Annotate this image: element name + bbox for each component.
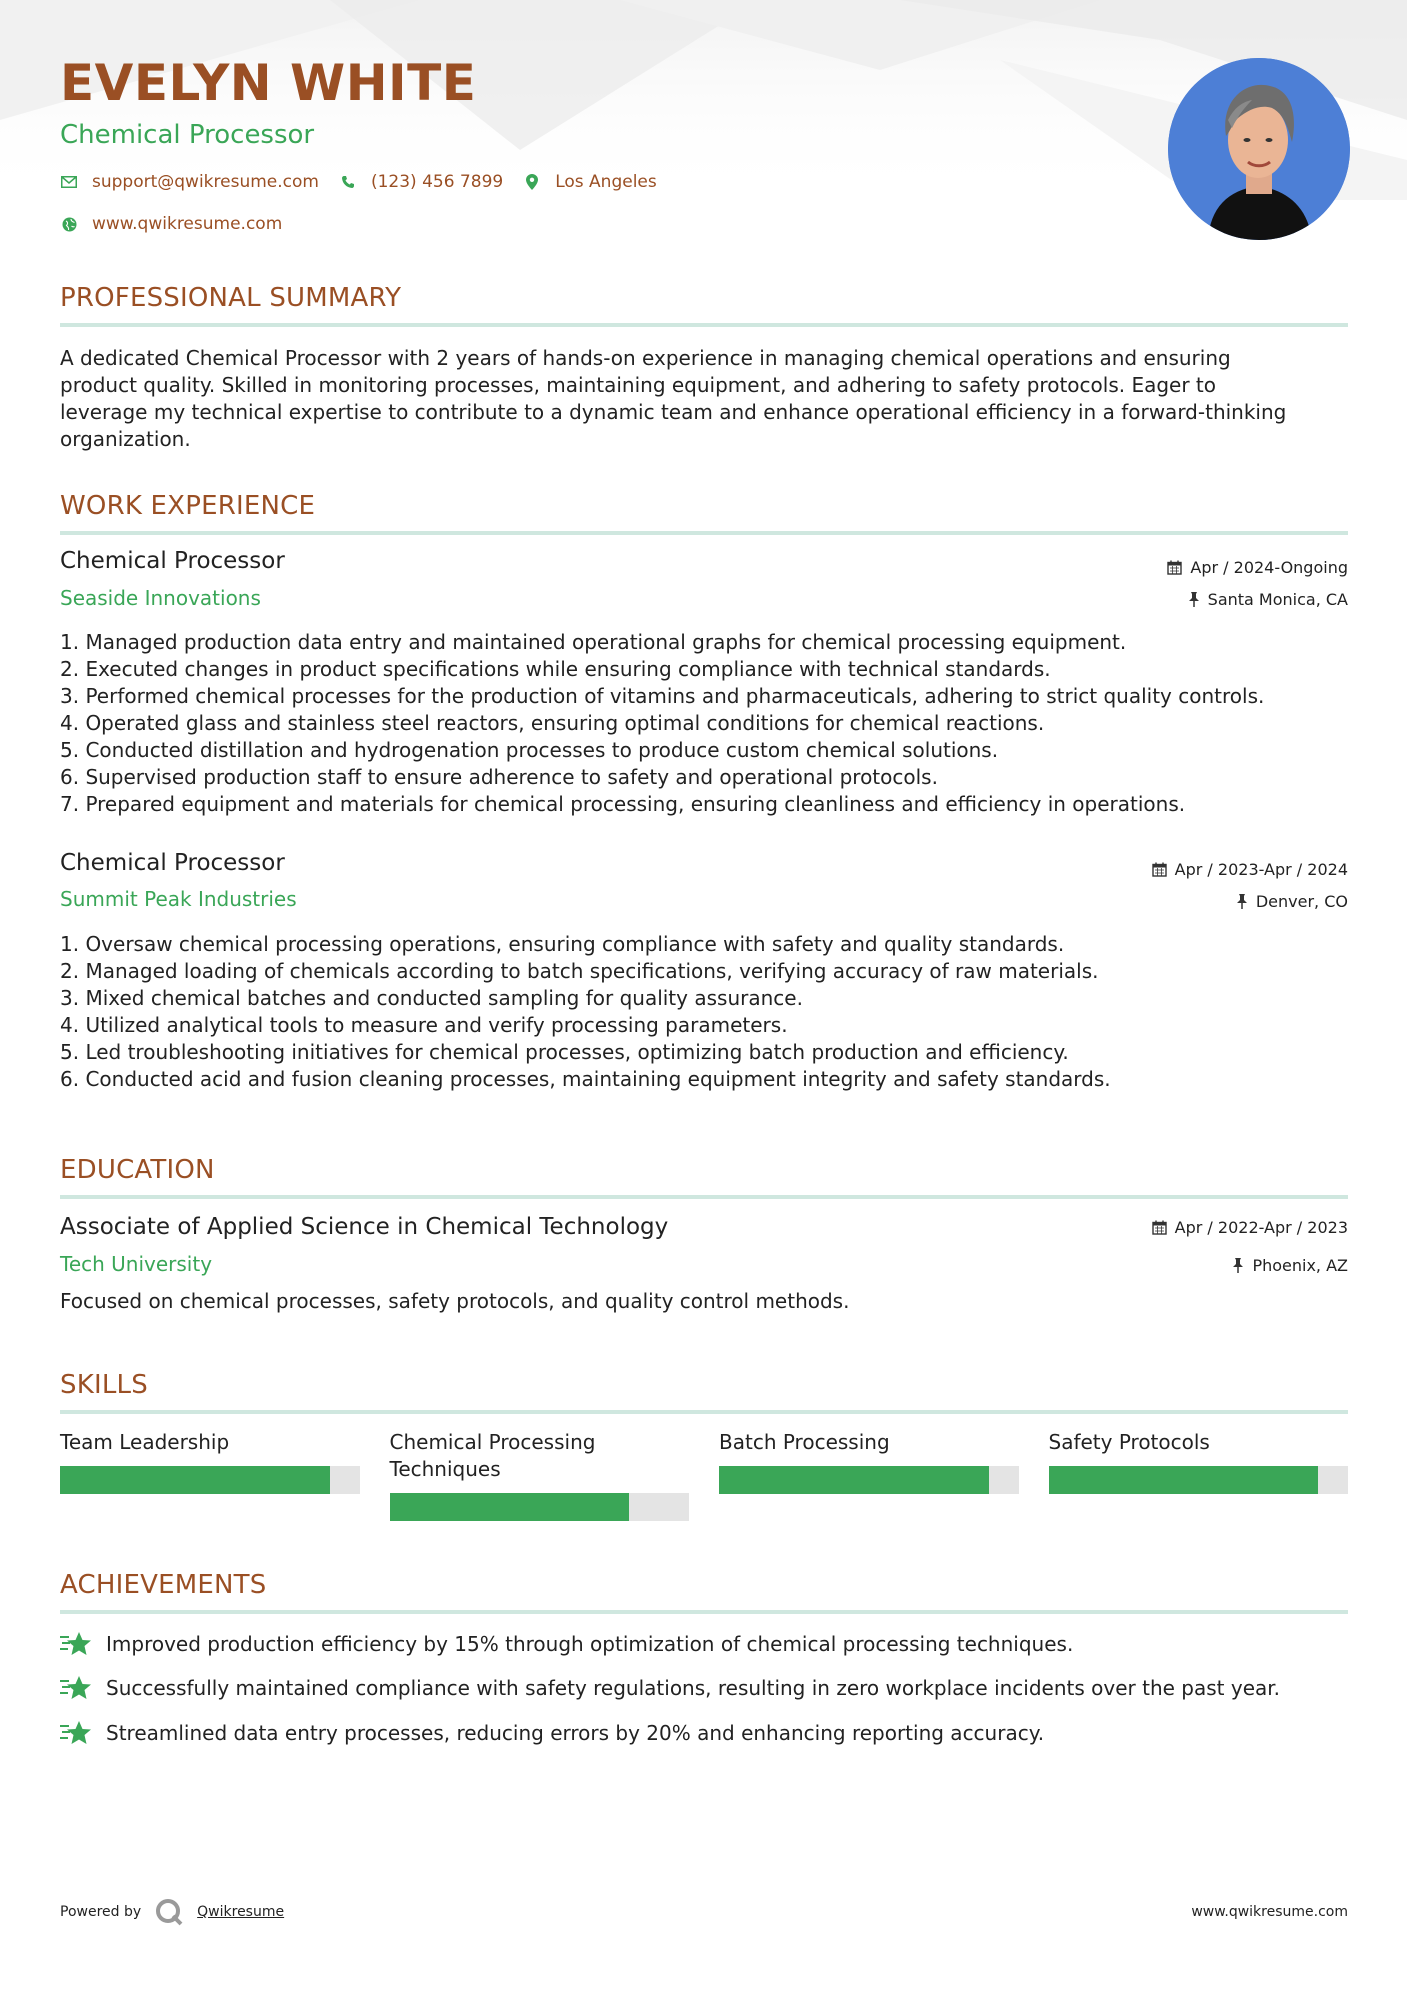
profile-photo <box>1168 58 1350 240</box>
summary-line: product quality. Skilled in monitoring processes, maintaining equipment, and adhering to safety protocols. Eager to <box>60 373 1217 397</box>
job-title: Chemical Processor <box>60 850 285 876</box>
skill-name: Team Leadership <box>60 1430 230 1454</box>
job-dates-text: Apr / 2023-Apr / 2024 <box>1174 860 1348 879</box>
section-divider <box>60 1410 1348 1414</box>
phone-number[interactable]: (123) 456 7899 <box>370 172 504 192</box>
job-dates-text: Apr / 2024-Ongoing <box>1190 558 1348 577</box>
job-bullet: 2. Managed loading of chemicals according to batch specifications, verifying accuracy of raw materials. <box>60 959 1099 983</box>
summary-line: organization. <box>60 427 191 451</box>
location-text: Los Angeles <box>555 172 657 192</box>
candidate-name: EVELYN WHITE <box>60 54 477 112</box>
education-description: Focused on chemical processes, safety protocols, and quality control methods. <box>60 1289 850 1313</box>
skill-item <box>1049 1429 1349 1521</box>
pin-icon <box>1232 1258 1244 1273</box>
pin-icon <box>1188 592 1200 607</box>
job-dates <box>1152 860 1348 879</box>
candidate-role: Chemical Processor <box>60 120 315 150</box>
star-icon <box>60 1720 94 1746</box>
pin-icon <box>1236 894 1248 909</box>
education-location <box>1232 1256 1348 1275</box>
job-bullet: 4. Operated glass and stainless steel reactors, ensuring optimal conditions for chemical reactions. <box>60 711 1045 735</box>
education-section <box>60 1155 1348 1199</box>
achievements-section <box>60 1570 1348 1614</box>
skill-item <box>719 1429 1019 1521</box>
skill-bar-fill <box>60 1466 330 1494</box>
skill-name: Chemical Processing Techniques <box>389 1430 596 1481</box>
skill-item <box>390 1429 690 1521</box>
phone-icon <box>339 175 357 189</box>
website-link[interactable]: www.qwikresume.com <box>92 214 283 234</box>
section-divider <box>60 323 1348 327</box>
education-heading: EDUCATION <box>60 1155 215 1185</box>
skill-name: Safety Protocols <box>1048 1430 1210 1454</box>
job-location <box>1188 590 1348 609</box>
qwikresume-logo-icon <box>155 1898 183 1926</box>
job-bullet: 2. Executed changes in product specifications while ensuring compliance with technical standards. <box>60 657 1051 681</box>
job-location-text: Denver, CO <box>1255 892 1348 911</box>
section-divider <box>60 1610 1348 1614</box>
job-entry <box>60 548 1348 828</box>
job-bullet: 1. Managed production data entry and maintained operational graphs for chemical processing equipment. <box>60 630 1127 654</box>
job-bullet: 7. Prepared equipment and materials for chemical processing, ensuring cleanliness and efficiency in operations. <box>60 792 1186 816</box>
education-dates <box>1152 1218 1348 1237</box>
calendar-icon <box>1152 1220 1167 1235</box>
map-pin-icon <box>523 174 541 190</box>
skill-bar <box>60 1466 360 1494</box>
achievement-item <box>60 1631 1073 1657</box>
achievements-heading: ACHIEVEMENTS <box>60 1570 267 1600</box>
job-bullet: 4. Utilized analytical tools to measure and verify processing parameters. <box>60 1013 788 1037</box>
summary-heading: PROFESSIONAL SUMMARY <box>60 283 402 313</box>
skill-bar <box>719 1466 1019 1494</box>
achievement-text: Improved production efficiency by 15% through optimization of chemical processing techniques. <box>106 1632 1074 1656</box>
job-title: Chemical Processor <box>60 548 285 574</box>
education-location-text: Phoenix, AZ <box>1252 1256 1348 1275</box>
job-entry <box>60 850 1348 1100</box>
job-bullets <box>60 931 1111 1093</box>
achievement-text: Streamlined data entry processes, reducing errors by 20% and enhancing reporting accuracy. <box>106 1721 1045 1745</box>
job-bullet: 5. Conducted distillation and hydrogenation processes to produce custom chemical solutions. <box>60 738 999 762</box>
skill-bar <box>1049 1466 1349 1494</box>
skill-bar <box>390 1493 690 1521</box>
job-bullet: 3. Mixed chemical batches and conducted sampling for quality assurance. <box>60 986 803 1010</box>
calendar-icon <box>1167 560 1182 575</box>
skill-name: Batch Processing <box>719 1430 890 1454</box>
skills-list <box>60 1429 1348 1521</box>
skills-heading: SKILLS <box>60 1370 148 1400</box>
globe-icon <box>60 217 78 232</box>
company-name: Seaside Innovations <box>60 586 261 610</box>
star-icon <box>60 1675 94 1701</box>
powered-by-label: Powered by <box>60 1904 142 1920</box>
skill-item <box>60 1429 360 1521</box>
skills-section <box>60 1370 1348 1414</box>
summary-text <box>60 345 1348 453</box>
job-bullet: 6. Conducted acid and fusion cleaning processes, maintaining equipment integrity and safety standards. <box>60 1067 1111 1091</box>
email-link[interactable]: support@qwikresume.com <box>92 172 319 192</box>
achievement-text: Successfully maintained compliance with safety regulations, resulting in zero workplace incidents over the past year. <box>106 1676 1280 1700</box>
job-bullets <box>60 629 1264 818</box>
footer-website[interactable]: www.qwikresume.com <box>1191 1904 1348 1920</box>
summary-section <box>60 283 1348 453</box>
job-bullet: 5. Led troubleshooting initiatives for chemical processes, optimizing batch production and efficiency. <box>60 1040 1069 1064</box>
job-location-text: Santa Monica, CA <box>1207 590 1348 609</box>
experience-section <box>60 491 1348 535</box>
job-bullet: 1. Oversaw chemical processing operations, ensuring compliance with safety and quality standards. <box>60 932 1065 956</box>
skill-bar-fill <box>719 1466 989 1494</box>
qwikresume-link[interactable]: Qwikresume <box>197 1904 285 1920</box>
section-divider <box>60 1195 1348 1199</box>
education-dates-text: Apr / 2022-Apr / 2023 <box>1174 1218 1348 1237</box>
contact-row-1 <box>60 172 677 192</box>
experience-heading: WORK EXPERIENCE <box>60 491 316 521</box>
job-bullet: 6. Supervised production staff to ensure adherence to safety and operational protocols. <box>60 765 938 789</box>
job-bullet: 3. Performed chemical processes for the production of vitamins and pharmaceuticals, adhering to strict quality controls. <box>60 684 1265 708</box>
contact-row-2 <box>60 214 302 234</box>
section-divider <box>60 531 1348 535</box>
calendar-icon <box>1152 862 1167 877</box>
footer <box>60 1898 1348 1926</box>
skill-bar-fill <box>1049 1466 1319 1494</box>
achievement-item <box>60 1720 1044 1746</box>
achievement-item <box>60 1675 1280 1701</box>
star-icon <box>60 1631 94 1657</box>
summary-line: A dedicated Chemical Processor with 2 years of hands-on experience in managing chemical operations and ensuring <box>60 346 1231 370</box>
job-dates <box>1167 558 1348 577</box>
school-name: Tech University <box>60 1252 213 1276</box>
skill-bar-fill <box>390 1493 630 1521</box>
company-name: Summit Peak Industries <box>60 887 297 911</box>
summary-line: leverage my technical expertise to contribute to a dynamic team and enhance operational efficiency in a forward-thinking <box>60 400 1287 424</box>
education-entry <box>60 1214 1348 1334</box>
envelope-icon <box>60 176 78 188</box>
job-location <box>1236 892 1348 911</box>
degree-title: Associate of Applied Science in Chemical Technology <box>60 1214 669 1240</box>
